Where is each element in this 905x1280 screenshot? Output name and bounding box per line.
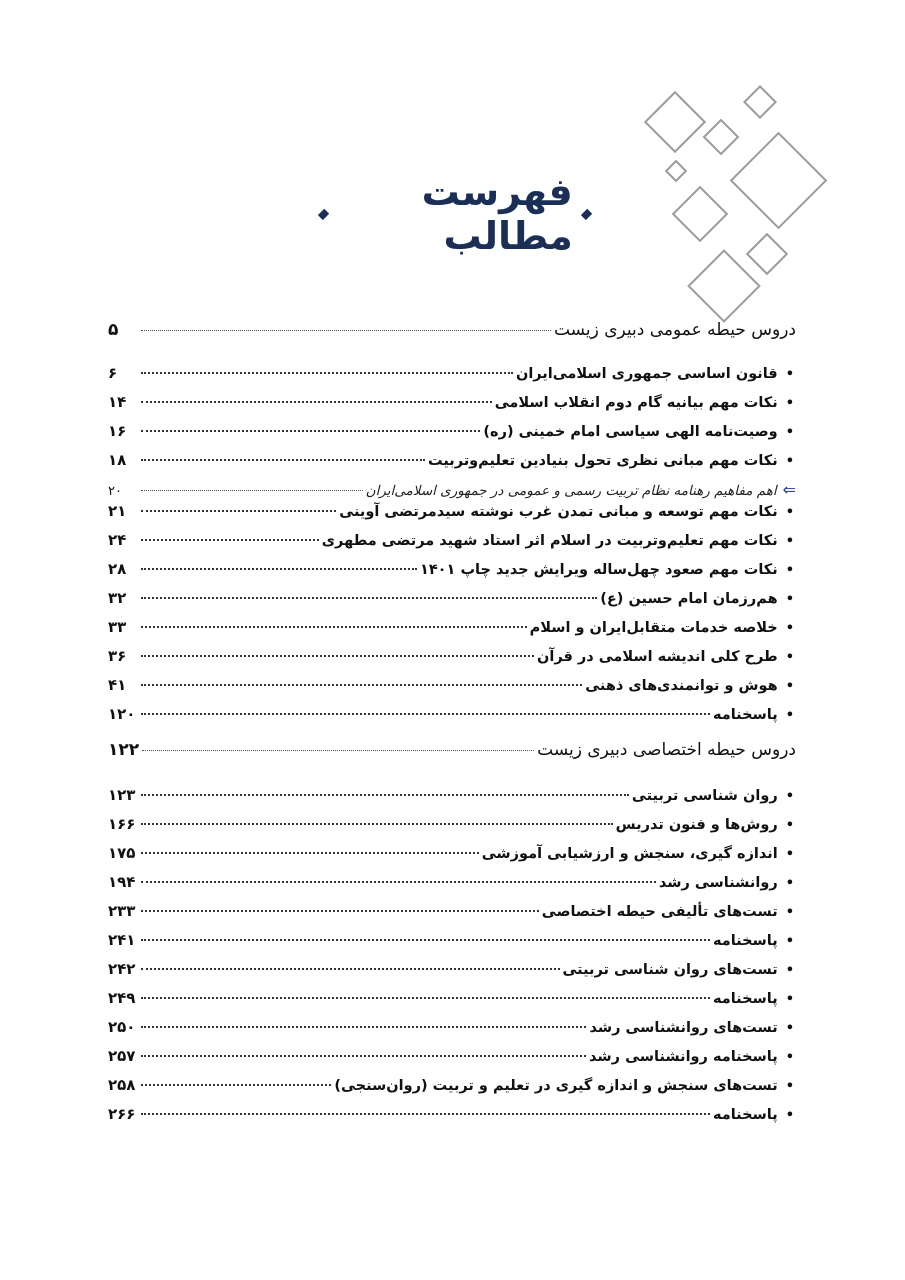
page-number: ۵	[108, 320, 119, 340]
page-number: ۱۸	[108, 451, 127, 469]
entry-label: • روان شناسی تربیتی	[632, 788, 796, 804]
entry-label: • پاسخنامه روانشناسی رشد	[589, 1049, 796, 1065]
title-ornament-right	[581, 208, 592, 219]
entry-label: • نکات مهم مبانی نظری تحول بنیادین تعلیم‌وتربیت	[428, 453, 796, 469]
entry-label: • اندازه گیری، سنجش و ارزشیابی آموزشی	[482, 846, 796, 862]
toc-entry[interactable]	[108, 815, 796, 844]
entry-label: اهم مفاهیم رهنامه نظام تربیت رسمی و عمومی در جمهوری اسلامی‌ایران	[365, 483, 777, 499]
diamond-shape	[731, 133, 826, 228]
toc-entry[interactable]	[108, 502, 796, 531]
page-number: ۶	[108, 364, 118, 382]
toc-section-general	[108, 320, 796, 734]
section-heading-row[interactable]	[108, 740, 796, 776]
leader-dots	[142, 750, 534, 751]
entry-label: • نکات مهم تعلیم‌وتربیت در اسلام اثر استاد شهید مرتضی مطهری	[322, 533, 796, 549]
leader-dots	[141, 794, 629, 796]
entry-label: • پاسخنامه	[713, 1107, 796, 1123]
toc-subentry[interactable]	[108, 480, 796, 502]
entry-label: • تست‌های تألیفی حیطه اختصاصی	[542, 904, 796, 920]
entry-label: • تست‌های روان شناسی تربیتی	[563, 962, 796, 978]
toc-entry[interactable]	[108, 1076, 796, 1105]
leader-dots	[141, 939, 710, 941]
page-number: ۲۴۲	[108, 960, 136, 978]
leader-dots	[141, 968, 560, 970]
leader-dots	[141, 823, 613, 825]
toc-entry[interactable]	[108, 844, 796, 873]
leader-dots	[141, 1113, 710, 1115]
title-ornament-left	[318, 208, 329, 219]
entry-label: • هم‌رزمان امام حسین (ع)	[600, 591, 796, 607]
entry-label: • روش‌ها و فنون تدریس	[616, 817, 796, 833]
page-number: ۱۹۴	[108, 873, 136, 891]
toc-entry[interactable]	[108, 618, 796, 647]
page-number: ۱۲۰	[108, 705, 136, 723]
entry-label: • تست‌های سنجش و اندازه گیری در تعلیم و تربیت (روان‌سنجی)	[334, 1078, 796, 1094]
leader-dots	[141, 372, 513, 374]
entry-label: • وصیت‌نامه الهی سیاسی امام خمینی (ره)	[483, 424, 796, 440]
leader-dots	[141, 401, 492, 403]
page-number: ۲۳۳	[108, 902, 136, 920]
leader-dots	[141, 1084, 331, 1086]
diamond-shape	[744, 86, 775, 117]
entry-label: • خلاصه خدمات متقابل‌ایران و اسلام	[530, 620, 796, 636]
page-number: ۲۵۷	[108, 1047, 136, 1065]
page-number: ۱۷۵	[108, 844, 136, 862]
entry-label: • پاسخنامه	[713, 707, 796, 723]
toc-entry[interactable]	[108, 931, 796, 960]
entry-label: • طرح کلی اندیشه اسلامی در قرآن	[537, 649, 796, 665]
entry-label: • نکات مهم توسعه و مبانی تمدن غرب نوشته سیدمرتضی آوینی	[339, 504, 796, 520]
page-number: ۱۶	[108, 422, 127, 440]
page-number: ۲۶۶	[108, 1105, 136, 1123]
toc-entry[interactable]	[108, 422, 796, 451]
page-number: ۱۲۲	[108, 740, 140, 760]
leader-dots	[141, 459, 425, 461]
leader-dots	[141, 1026, 586, 1028]
diamond-shape	[747, 234, 787, 274]
leader-dots	[141, 713, 710, 715]
page-number: ۱۶۶	[108, 815, 136, 833]
toc-entry[interactable]	[108, 902, 796, 931]
leader-dots	[141, 910, 539, 912]
page-number: ۲۴	[108, 531, 127, 549]
toc-entry[interactable]	[108, 1018, 796, 1047]
leader-dots	[141, 997, 710, 999]
leader-dots	[141, 1055, 586, 1057]
leader-dots	[141, 430, 480, 432]
section-heading: دروس حیطه اختصاصی دبیری زیست	[537, 740, 796, 760]
toc-entry[interactable]	[108, 960, 796, 989]
toc-entry[interactable]	[108, 647, 796, 676]
leader-dots	[141, 881, 656, 883]
entry-label: • تست‌های روانشناسی رشد	[589, 1020, 796, 1036]
toc-entry[interactable]	[108, 1047, 796, 1076]
toc-entry[interactable]	[108, 451, 796, 480]
toc-entry[interactable]	[108, 786, 796, 815]
toc-entry[interactable]	[108, 560, 796, 589]
leader-dots	[141, 626, 527, 628]
toc-entry[interactable]	[108, 676, 796, 705]
page-number: ۲۵۸	[108, 1076, 136, 1094]
entry-label: • روانشناسی رشد	[659, 875, 796, 891]
entry-label: • پاسخنامه	[713, 933, 796, 949]
page-number: ۲۰	[108, 484, 122, 499]
leader-dots	[141, 655, 534, 657]
diamond-shape	[689, 251, 760, 322]
leader-dots	[141, 568, 417, 570]
toc-entry[interactable]	[108, 531, 796, 560]
page-number: ۲۵۰	[108, 1018, 136, 1036]
leader-dots	[141, 490, 363, 491]
diamond-shape	[666, 161, 686, 181]
arrow-left-icon: ⇐	[782, 480, 796, 499]
page-number: ۲۱	[108, 502, 127, 520]
toc-entry[interactable]	[108, 393, 796, 422]
entry-label: • هوش و توانمندی‌های ذهنی	[585, 678, 796, 694]
toc-entry[interactable]	[108, 989, 796, 1018]
toc-section-specialized	[108, 740, 796, 1134]
toc-entry[interactable]	[108, 873, 796, 902]
page-number: ۲۸	[108, 560, 127, 578]
diamond-shape	[673, 187, 727, 241]
leader-dots	[141, 539, 319, 541]
decorative-diamonds	[628, 80, 838, 330]
toc-entry[interactable]	[108, 705, 796, 734]
toc-entry[interactable]	[108, 589, 796, 618]
page-number: ۲۴۱	[108, 931, 136, 949]
page-number: ۳۳	[108, 618, 127, 636]
entry-label: • پاسخنامه	[713, 991, 796, 1007]
leader-dots	[141, 852, 479, 854]
entry-label: • قانون اساسی جمهوری اسلامی‌ایران	[516, 366, 796, 382]
page-title-text: فهرست مطالب	[421, 170, 573, 258]
entry-label: • نکات مهم بیانیه گام دوم انقلاب اسلامی	[495, 395, 796, 411]
page-number: ۱۴	[108, 393, 127, 411]
leader-dots	[141, 330, 551, 331]
diamond-shape	[704, 120, 738, 154]
page-title	[320, 170, 590, 258]
toc-entry[interactable]	[108, 364, 796, 393]
section-heading: دروس حیطه عمومی دبیری زیست	[553, 320, 796, 340]
page-number: ۳۲	[108, 589, 127, 607]
section-heading-row[interactable]	[108, 320, 796, 356]
page-number: ۴۱	[108, 676, 127, 694]
entry-label: • نکات مهم صعود چهل‌ساله ویرایش جدید چاپ ۱۴۰۱	[420, 562, 796, 578]
page-number: ۱۲۳	[108, 786, 136, 804]
diamond-shape	[645, 92, 704, 151]
toc-entry[interactable]	[108, 1105, 796, 1134]
page-number: ۳۶	[108, 647, 127, 665]
leader-dots	[141, 510, 336, 512]
leader-dots	[141, 597, 597, 599]
page-number: ۲۴۹	[108, 989, 136, 1007]
leader-dots	[141, 684, 582, 686]
